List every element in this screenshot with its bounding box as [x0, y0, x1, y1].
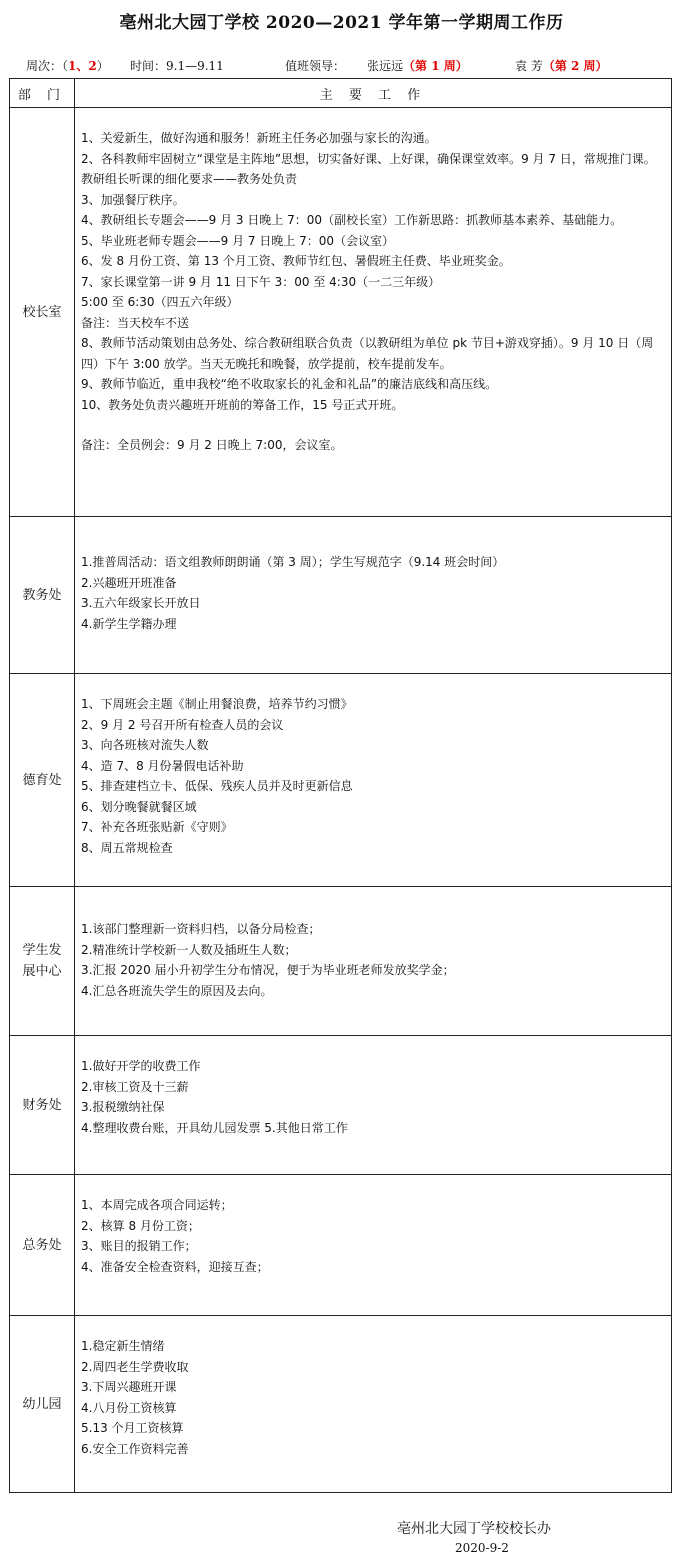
work-item: 5、排查建档立卡、低保、残疾人员并及时更新信息 [81, 779, 353, 793]
work-item: 8、周五常规检查 [81, 840, 173, 855]
week-label: 周次：（1、2） [26, 59, 109, 73]
dept-name: 德育处 [22, 772, 62, 788]
work-cell [75, 887, 672, 1036]
dept-cell [10, 108, 75, 517]
table-row [10, 1036, 672, 1175]
duty-leader-2: 袁 芳（第 2 周） [515, 59, 608, 73]
work-item [81, 415, 665, 435]
work-item: 2.周四老生学费收取 [81, 1359, 189, 1374]
work-item: 6、发 8 月份工资、第 13 个月工资、教师节红包、暑假班主任费、毕业班奖金。 [81, 254, 511, 268]
footer-office: 亳州北大园丁学校校长办 [397, 1521, 551, 1537]
work-cell [75, 1316, 672, 1493]
table-row [10, 1316, 672, 1493]
dept-name: 幼儿园 [22, 1396, 62, 1412]
header-work: 主 要 工 作 [75, 79, 672, 108]
work-item: 10、教务处负责兴趣班开班前的筹备工作，15 号正式开班。 [81, 397, 404, 412]
table-row [10, 1175, 672, 1316]
header-dept: 部 门 [10, 79, 75, 108]
work-item: 3、账目的报销工作； [81, 1239, 197, 1253]
work-item: 1、下周班会主题《制止用餐浪费，培养节约习惯》 [81, 697, 353, 711]
work-item: 1.稳定新生情绪 [81, 1339, 165, 1353]
work-cell [75, 1036, 672, 1175]
duty-leader-1: 张远远（第 1 周） [367, 59, 468, 73]
dept-cell [10, 887, 75, 1036]
work-item: 3.汇报 2020 届小升初学生分布情况，便于为毕业班老师发放奖学金； [81, 963, 455, 977]
work-item: 5.13 个月工资核算 [81, 1421, 184, 1435]
work-item: 4、造 7、8 月份暑假电话补助 [81, 758, 244, 773]
work-item: 8、教师节活动策划由总务处、综合教研组联合负责（以教研组为单位 pk 节目+游戏穿插）。9 月 10 日（周四）下午 3:00 放学。当天无晚托和晚餐，放学提前，校车提前发车。 [81, 336, 654, 371]
table-header-row [10, 79, 672, 108]
work-item: 2.审核工资及十三薪 [81, 1079, 189, 1094]
work-item: 4.新学生学籍办理 [81, 616, 177, 631]
work-item: 7、家长课堂第一讲 9 月 11 日下午 3：00 至 4:30（一二三年级） [81, 274, 441, 289]
work-item: 3.报税缴纳社保 [81, 1100, 165, 1114]
work-item: 9、教师节临近，重申我校“绝不收取家长的礼金和礼品”的廉洁底线和高压线。 [81, 377, 498, 391]
work-calendar-table [9, 78, 672, 1493]
work-item: 1.该部门整理新一资料归档，以备分局检查； [81, 922, 321, 936]
work-item: 2、9 月 2 号召开所有检查人员的会议 [81, 717, 284, 732]
work-cell [75, 108, 672, 517]
work-item: 1.推普周活动：语文组教师朗朗诵（第 3 周）；学生写规范字（9.14 班会时间） [81, 555, 505, 569]
work-item: 6、划分晚餐就餐区域 [81, 799, 197, 814]
work-cell [75, 674, 672, 887]
dept-cell [10, 674, 75, 887]
work-item: 5、毕业班老师专题会——9 月 7 日晚上 7：00（会议室） [81, 233, 395, 248]
dept-name: 校长室 [22, 304, 62, 320]
dept-cell [10, 517, 75, 674]
dept-cell [10, 1175, 75, 1316]
work-item: 2.精准统计学校新一人数及插班生人数； [81, 942, 297, 957]
work-item: 7、补充各班张贴新《守则》 [81, 820, 233, 834]
work-item: 5:00 至 6:30（四五六年级） [81, 295, 239, 309]
dept-name: 学生发展中心 [22, 943, 62, 979]
work-item: 4.汇总各班流失学生的原因及去向。 [81, 983, 273, 998]
footer-date: 2020-9-2 [455, 1541, 509, 1555]
work-item: 2、各科教师牢固树立“课堂是主阵地”思想，切实备好课、上好课，确保课堂效率。9 月 7 日，常规推门课。教研组长听课的细化要求——教务处负责 [81, 151, 656, 186]
table-row [10, 887, 672, 1036]
work-item: 1、本周完成各项合同运转； [81, 1198, 233, 1212]
page-title: 亳州北大园丁学校 2020—2021 学年第一学期周工作历 [119, 13, 564, 33]
work-item: 3.下周兴趣班开课 [81, 1380, 177, 1394]
work-item: 4.八月份工资核算 [81, 1400, 177, 1415]
meta-line [0, 57, 683, 75]
work-item: 3.五六年级家长开放日 [81, 596, 201, 610]
work-cell [75, 517, 672, 674]
time-range: 时间：9.1—9.11 [130, 59, 224, 73]
table-row [10, 674, 672, 887]
work-item: 4、教研组长专题会——9 月 3 日晚上 7：00（副校长室）工作新思路：抓教师基本素养、基础能力。 [81, 213, 623, 227]
table-row [10, 108, 672, 517]
work-item: 3、加强餐厅秩序。 [81, 192, 185, 207]
work-item: 1、关爱新生，做好沟通和服务！新班主任务必加强与家长的沟通。 [81, 131, 437, 145]
work-item: 2、核算 8 月份工资； [81, 1218, 200, 1233]
dept-name: 教务处 [22, 587, 62, 603]
work-item: 6.安全工作资料完善 [81, 1441, 189, 1456]
work-item: 1.做好开学的收费工作 [81, 1059, 201, 1073]
duty-label: 值班领导： [285, 59, 346, 73]
table-row [10, 517, 672, 674]
work-item: 备注：全员例会：9 月 2 日晚上 7:00，会议室。 [81, 438, 343, 452]
work-item: 4、准备安全检查资料，迎接互查； [81, 1259, 269, 1274]
dept-cell [10, 1316, 75, 1493]
work-item: 备注：当天校车不送 [81, 315, 190, 330]
work-cell [75, 1175, 672, 1316]
work-item: 3、向各班核对流失人数 [81, 738, 209, 752]
week-value: 1、2 [68, 59, 97, 73]
work-item: 4.整理收费台账，开具幼儿园发票 5.其他日常工作 [81, 1120, 348, 1135]
dept-name: 财务处 [22, 1097, 62, 1113]
work-item: 2.兴趣班开班准备 [81, 575, 177, 590]
dept-cell [10, 1036, 75, 1175]
dept-name: 总务处 [22, 1237, 62, 1253]
